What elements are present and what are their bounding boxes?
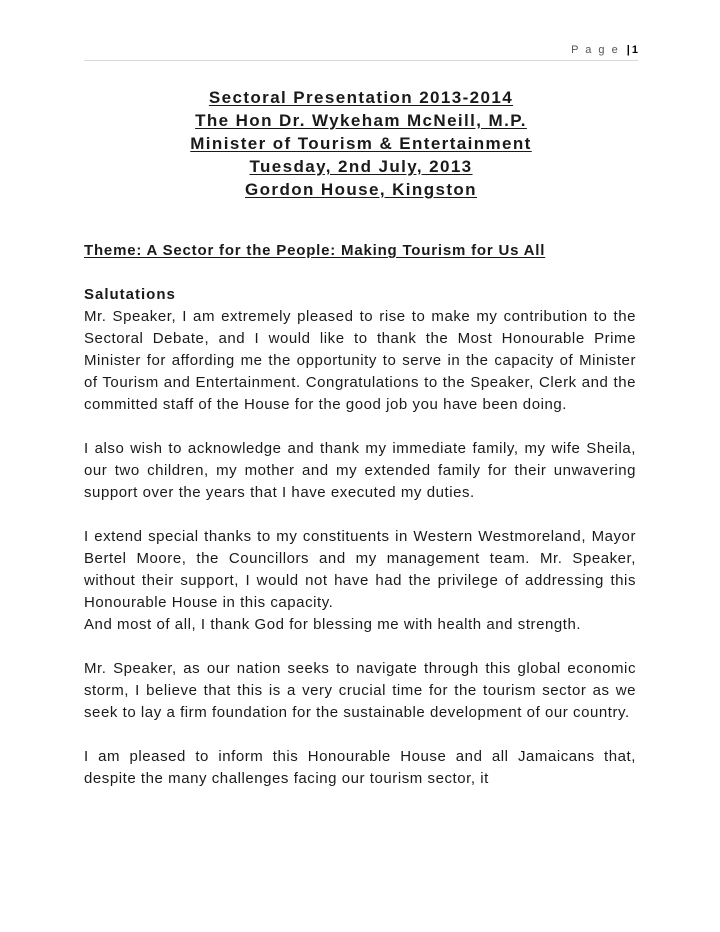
salutations-heading: Salutations (84, 286, 176, 303)
page-number: 1 (631, 44, 638, 56)
title-line-date: Tuesday, 2nd July, 2013 (249, 157, 473, 176)
title-line-presentation: Sectoral Presentation 2013-2014 (208, 88, 514, 107)
page-header (571, 44, 638, 56)
body-paragraph: I extend special thanks to my constituents in Western Westmoreland, Mayor Bertel Moore, the Councillors and my management team. Mr. Speaker, without their support, I would not have had the privilege of addressing this Honourable House in this capacity. (84, 528, 636, 611)
header-divider (84, 60, 638, 61)
title-line-ministry: Minister of Tourism & Entertainment (190, 134, 532, 153)
body-paragraph: Mr. Speaker, I am extremely pleased to rise to make my contribution to the Sectoral Debate, and I would like to thank the Most Honourable Prime Minister for affording me the opportunity to serve in the capacity of Minister of Tourism and Entertainment. Congratulations to the Speaker, Clerk and the committed staff of the House for the good job you have been doing. (84, 308, 636, 413)
body-paragraph: Mr. Speaker, as our nation seeks to navigate through this global economic storm, I believe that this is a very crucial time for the tourism sector as we seek to lay a firm foundation for the sustainable development of our country. (84, 660, 636, 721)
document-title-block (84, 86, 638, 201)
page-label: P a g e (571, 44, 620, 56)
document-body (84, 240, 636, 812)
title-line-venue: Gordon House, Kingston (245, 180, 477, 199)
body-paragraph: I am pleased to inform this Honourable House and all Jamaicans that, despite the many challenges facing our tourism sector, it (84, 748, 636, 787)
body-paragraph: I also wish to acknowledge and thank my immediate family, my wife Sheila, our two children, my mother and my extended family for their unwavering support over the years that I have executed my duties. (84, 440, 636, 501)
title-line-speaker: The Hon Dr. Wykeham McNeill, M.P. (195, 111, 527, 130)
theme-heading: Theme: A Sector for the People: Making Tourism for Us All (84, 242, 546, 259)
page-separator: | (626, 44, 632, 56)
body-paragraph: And most of all, I thank God for blessing me with health and strength. (84, 616, 582, 633)
